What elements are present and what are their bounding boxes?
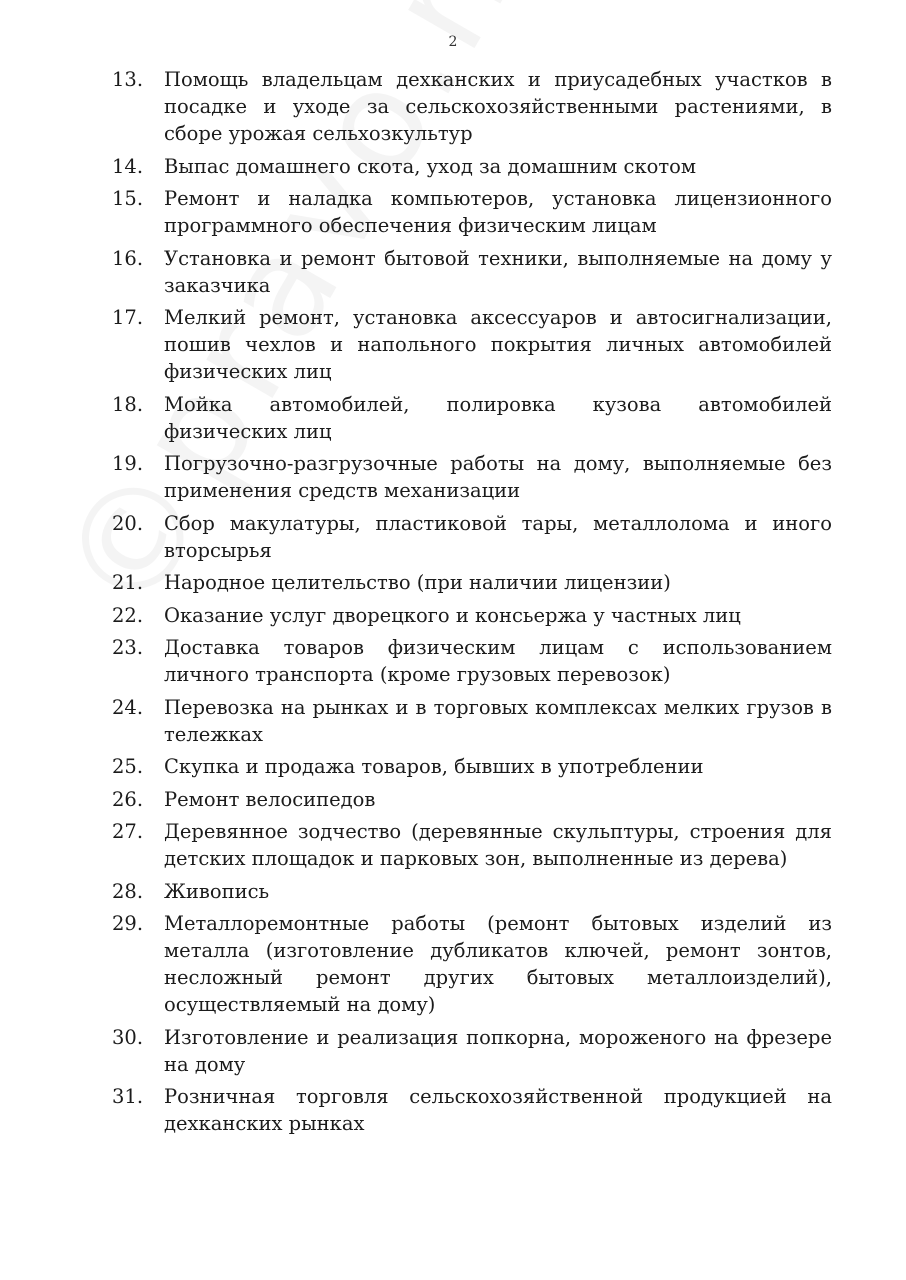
item-number: 24. [112,695,144,719]
item-text: Оказание услуг дворецкого и консьержа у частных лиц [164,603,741,627]
list-item [112,694,832,748]
list-item [112,153,832,180]
item-text: Перевозка на рынках и в торговых комплексах мелких грузов в тележках [164,695,832,746]
list-item [112,66,832,147]
item-number: 17. [112,306,144,329]
item-text: Деревянное зодчество (деревянные скульптуры, строения для детских площадок и парковых зон, выполненные из дерева) [164,820,832,870]
item-text: Выпас домашнего скота, уход за домашним скотом [164,154,697,178]
list-item [112,185,832,239]
list-item [112,304,832,385]
item-number: 25. [112,755,144,778]
item-text: Скупка и продажа товаров, бывших в употреблении [164,755,704,778]
item-text: Сбор макулатуры, пластиковой тары, металлолома и иного вторсырья [164,511,832,562]
list-item [112,450,832,504]
item-text: Народное целительство (при наличии лицензии) [164,571,671,594]
item-number: 14. [112,154,144,178]
list-item [112,910,832,1018]
item-number: 16. [112,246,144,270]
item-number: 22. [112,603,144,627]
list-item [112,878,832,905]
item-text: Мелкий ремонт, установка аксессуаров и автосигнализации, пошив чехлов и напольного покрытия личных автомобилей физических лиц [164,306,832,383]
item-text: Погрузочно-разгрузочные работы на дому, выполняемые без применения средств механизации [164,452,832,502]
item-number: 13. [112,68,144,91]
item-text: Ремонт велосипедов [164,787,376,811]
item-text: Металлоремонтные работы (ремонт бытовых изделий из металла (изготовление дубликатов ключей, ремонт зонтов, несложный ремонт других бытовых металлоизделий), осуществляемый на дому) [164,912,832,1016]
list-item [112,786,832,813]
list-item [112,818,832,872]
numbered-list [112,66,832,1143]
item-text: Изготовление и реализация попкорна, мороженого на фрезере на дому [164,1025,832,1076]
item-number: 31. [112,1085,144,1108]
item-text: Мойка автомобилей, полировка кузова автомобилей физических лиц [164,392,832,443]
list-item [112,569,832,596]
page-number: 2 [448,34,458,50]
item-number: 18. [112,392,144,416]
item-text: Помощь владельцам дехканских и приусадебных участков в посадке и уходе за сельскохозяйственными растениями, в сборе урожая сельхозкультур [164,68,832,145]
list-item [112,1024,832,1078]
item-number: 26. [112,787,144,811]
item-text: Розничная торговля сельскохозяйственной продукцией на дехканских рынках [164,1085,832,1135]
item-number: 19. [112,452,144,475]
list-item [112,602,832,629]
item-number: 23. [112,636,144,659]
list-item [112,1083,832,1137]
item-number: 30. [112,1025,144,1049]
item-number: 29. [112,912,144,935]
item-number: 15. [112,187,144,210]
item-text: Ремонт и наладка компьютеров, установка лицензионного программного обеспечения физическим лицам [164,187,832,237]
list-item [112,245,832,299]
item-number: 28. [112,879,144,903]
list-item [112,634,832,688]
item-text: Живопись [164,879,270,903]
item-number: 27. [112,820,144,843]
list-item [112,753,832,780]
item-text: Доставка товаров физическим лицам с использованием личного транспорта (кроме грузовых перевозок) [164,636,832,686]
list-item [112,510,832,564]
list-item [112,391,832,445]
item-number: 21. [112,571,144,594]
item-text: Установка и ремонт бытовой техники, выполняемые на дому у заказчика [164,246,832,297]
item-number: 20. [112,511,144,535]
